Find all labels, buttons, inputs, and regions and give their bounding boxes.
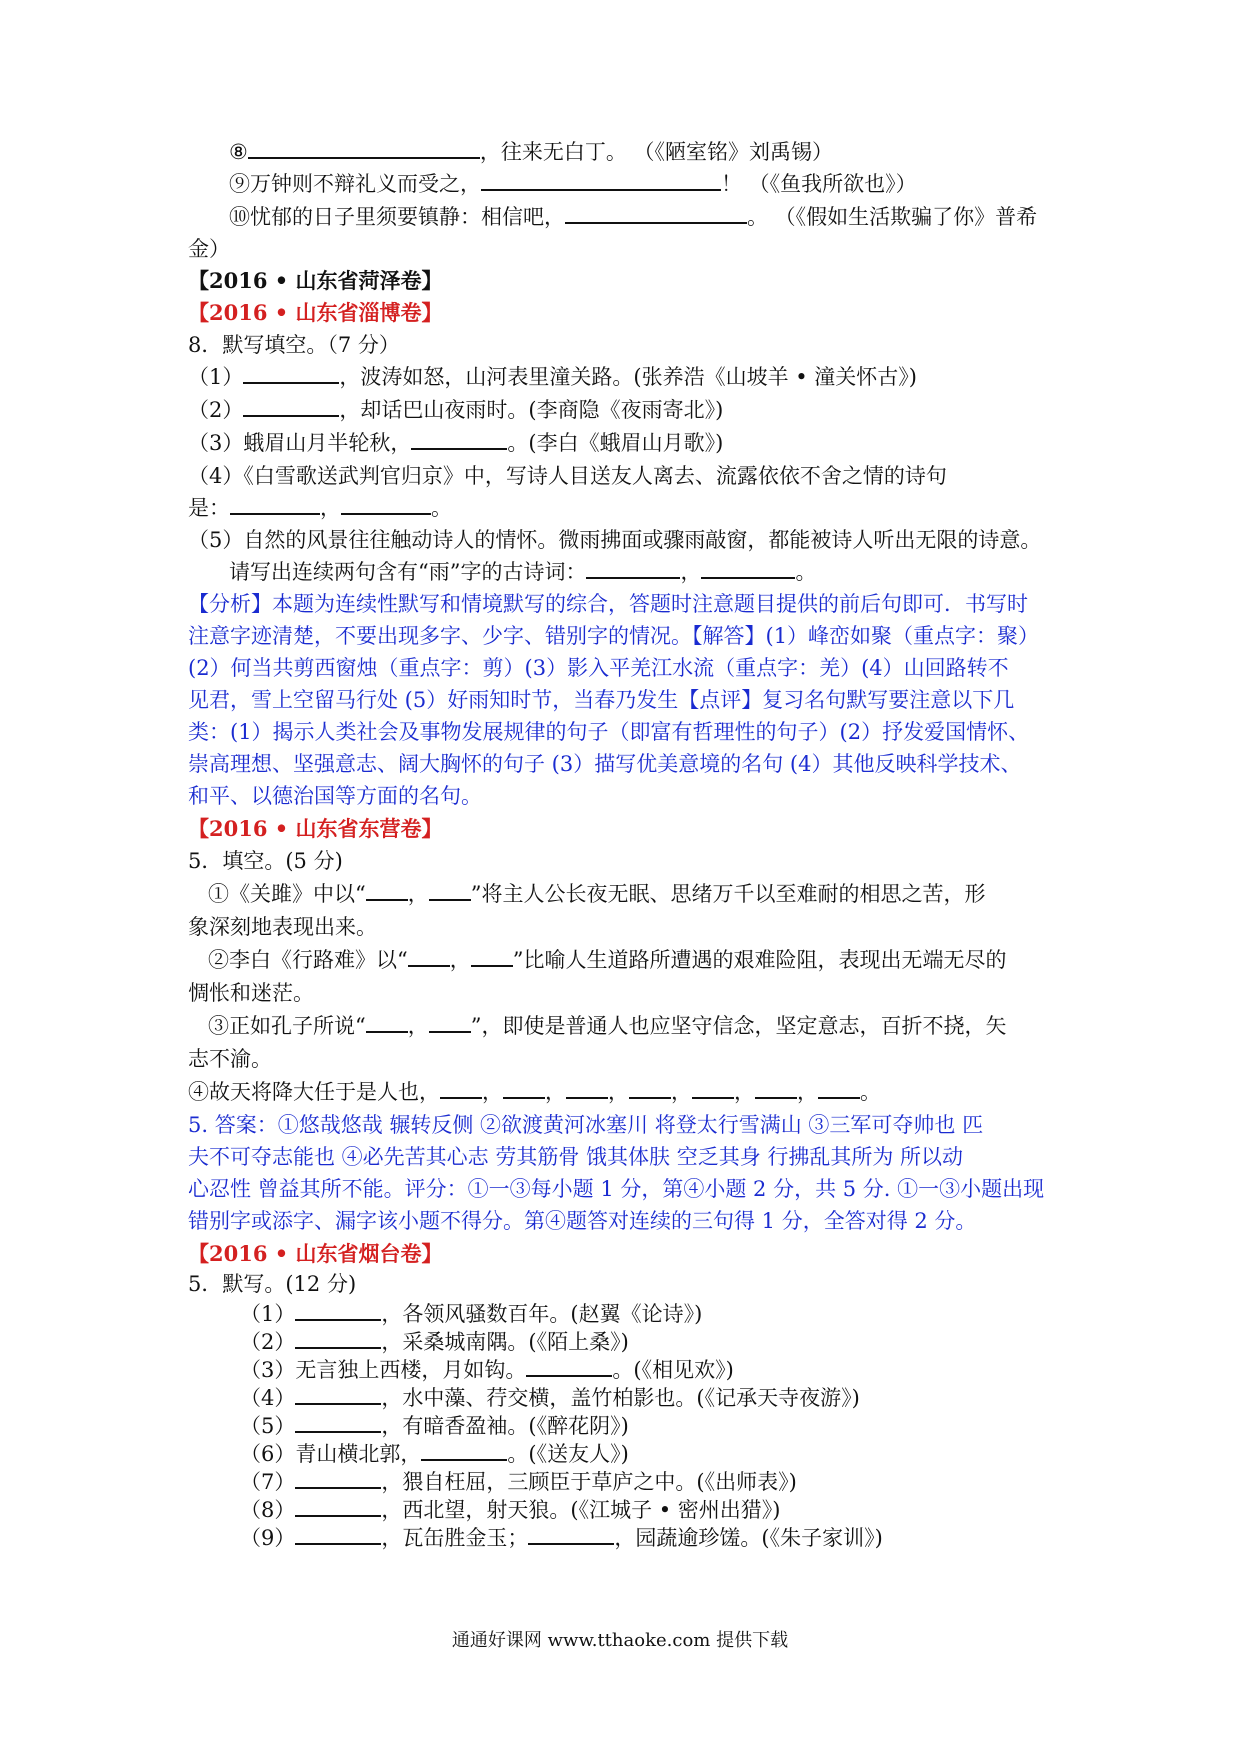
blank (471, 947, 513, 967)
zibo-item-5-cont (229, 558, 816, 586)
item-text: ，采桑城南隅。(《陌上桑》) (381, 1330, 629, 1354)
item-text: ， (680, 560, 702, 584)
section-title-zibo: 【2016 • 山东省淄博卷】 (188, 300, 443, 325)
section-title-heze: 【2016 • 山东省菏泽卷】 (188, 268, 443, 293)
blank (429, 1013, 471, 1033)
item-text: （2） (240, 1330, 296, 1354)
item-text: ，西北望，射天狼。(《江城子 • 密州出猎》) (381, 1498, 781, 1522)
item-text: （4） (240, 1386, 296, 1410)
item-text: ，各领风骚数百年。(赵翼《论诗》) (381, 1302, 703, 1326)
blank (692, 1079, 734, 1099)
blank (421, 1441, 507, 1461)
blank (429, 881, 471, 901)
blank (243, 397, 339, 417)
item-text: 惆怅和迷茫。 (188, 981, 314, 1005)
section-title-dongying: 【2016 • 山东省东营卷】 (188, 816, 443, 841)
item-text: ， (608, 1080, 629, 1104)
item-text: 金） (188, 237, 230, 261)
question-heading: 8．默写填空。（7 分） (188, 333, 400, 357)
dongying-item-3 (208, 1012, 1006, 1040)
item-text: （1） (240, 1302, 296, 1326)
item-text: 。 (860, 1080, 881, 1104)
item-text: ， (734, 1080, 755, 1104)
item-8 (229, 138, 833, 166)
item-text: ， (320, 496, 341, 520)
blank (818, 1079, 860, 1099)
analysis-line: (2）何当共剪西窗烛（重点字：剪）(3）影入平羌江水流（重点字：羌）(4）山回路转不 (188, 656, 1009, 680)
yantai-item-8 (240, 1496, 781, 1524)
item-text: ⑩忧郁的日子里须要镇静：相信吧， (229, 205, 565, 229)
item-text: ②李白《行路难》以“ (208, 948, 408, 972)
item-text: ， (407, 882, 429, 906)
blank (295, 1301, 381, 1321)
item-text: ，往来无白丁。 （《陋室铭》刘禹锡） (479, 140, 834, 164)
item-text: ， (482, 1080, 503, 1104)
item-text: 志不渝。 (188, 1047, 272, 1071)
item-text: ， (545, 1080, 566, 1104)
analysis-line: 注意字迹清楚，不要出现多字、少字、错别字的情况。【解答】(1）峰峦如聚（重点字：聚） (188, 624, 1040, 648)
item-9 (229, 170, 917, 198)
item-text: ⑨万钟则不辩礼义而受之， (229, 172, 481, 196)
item-text: 。(李白《蛾眉山月歌》) (507, 431, 724, 455)
item-text: （8） (240, 1498, 296, 1522)
zibo-item-5: （5）自然的风景往往触动诗人的情怀。微雨拂面或骤雨敲窗，都能被诗人听出无限的诗意。 (188, 528, 1042, 552)
yantai-item-3 (240, 1356, 734, 1384)
item-text: ①《关雎》中以“ (208, 882, 366, 906)
blank (366, 881, 408, 901)
blank (230, 495, 320, 515)
item-text: ，园蔬逾珍馐。(《朱子家训》) (614, 1526, 883, 1550)
item-text: ，水中藻、荇交横，盖竹柏影也。(《记承天寺夜游》) (381, 1386, 860, 1410)
item-text: （9） (240, 1526, 296, 1550)
dongying-item-4 (188, 1078, 881, 1106)
zibo-item-4-cont (188, 494, 452, 522)
analysis-line: 【分析】本题为连续性默写和情境默写的综合，答题时注意题目提供的前后句即可．书写时 (188, 592, 1028, 616)
blank (248, 139, 480, 159)
blank (526, 1357, 612, 1377)
blank (565, 204, 747, 224)
item-text: ， (671, 1080, 692, 1104)
item-text: ，瓦缶胜金玉； (381, 1526, 529, 1550)
blank (341, 495, 431, 515)
item-text: （6）青山横北郭， (240, 1442, 422, 1466)
yantai-item-2 (240, 1328, 629, 1356)
blank (366, 1013, 408, 1033)
answer-line: 夫不可夺志能也 ④必先苦其心志 劳其筋骨 饿其体肤 空乏其身 行拂乱其所为 所以动 (188, 1145, 964, 1169)
item-10 (229, 203, 1037, 231)
item-text: 。 (431, 496, 452, 520)
blank (295, 1525, 381, 1545)
blank (566, 1079, 608, 1099)
item-text: ”比喻人生道路所遭遇的艰难险阻，表现出无端无尽的 (512, 948, 1007, 972)
question-heading: 5．填空。(5 分) (188, 849, 343, 873)
blank (528, 1525, 614, 1545)
blank (411, 430, 507, 450)
page-footer: 通通好课网 www.tthaoke.com 提供下载 (451, 1630, 789, 1651)
zibo-item-2 (188, 396, 723, 424)
zibo-item-1 (188, 363, 917, 391)
answer-line: 错别字或添字、漏字该小题不得分。第④题答对连续的三句得 1 分，全答对得 2 分。 (188, 1209, 977, 1233)
yantai-item-9 (240, 1524, 883, 1552)
blank (295, 1497, 381, 1517)
zibo-item-3 (188, 429, 723, 457)
item-text: ， (407, 1014, 429, 1038)
item-text: ”将主人公长夜无眠、思绪万千以至难耐的相思之苦，形 (470, 882, 986, 906)
item-text: （3）无言独上西楼，月如钩。 (240, 1358, 527, 1382)
blank (440, 1079, 482, 1099)
blank (503, 1079, 545, 1099)
dongying-item-1 (208, 880, 985, 908)
item-text: 请写出连续两句含有“雨”字的古诗词： (229, 560, 587, 584)
item-text: 。(《送友人》) (507, 1442, 629, 1466)
yantai-item-6 (240, 1440, 629, 1468)
blank (295, 1413, 381, 1433)
item-text: 是： (188, 496, 230, 520)
analysis-line: 类：(1）揭示人类社会及事物发展规律的句子（即富有哲理性的句子）(2）抒发爱国情怀、 (188, 720, 1030, 744)
item-text: ， (449, 948, 471, 972)
item-text: ，猥自枉屈，三顾臣于草庐之中。(《出师表》) (381, 1470, 797, 1494)
blank (586, 559, 680, 579)
blank (243, 364, 339, 384)
zibo-item-4: （4）《白雪歌送武判官归京》中，写诗人目送友人离去、流露依依不舍之情的诗句 (188, 464, 947, 488)
item-text: （5） (240, 1414, 296, 1438)
blank (295, 1469, 381, 1489)
yantai-item-7 (240, 1468, 797, 1496)
blank (701, 559, 795, 579)
blank (755, 1079, 797, 1099)
blank (295, 1385, 381, 1405)
item-text: 。(《相见欢》) (612, 1358, 734, 1382)
blank (481, 171, 721, 191)
item-number: ⑧ (229, 140, 248, 164)
item-text: ，有暗香盈袖。(《醉花阴》) (381, 1414, 629, 1438)
item-text: ！ （《鱼我所欲也》） (721, 172, 917, 196)
item-text: ， (797, 1080, 818, 1104)
blank (629, 1079, 671, 1099)
item-text: ，却话巴山夜雨时。(李商隐《夜雨寄北》) (339, 398, 724, 422)
yantai-item-5 (240, 1412, 629, 1440)
answer-line: 心忍性 曾益其所不能。评分：①一③每小题 1 分，第④小题 2 分，共 5 分. ①一③小题出现 (188, 1177, 1045, 1201)
item-text: 。 (795, 560, 817, 584)
item-text: （7） (240, 1470, 296, 1494)
item-text: （2） (188, 398, 244, 422)
item-text: （1） (188, 365, 244, 389)
blank (408, 947, 450, 967)
analysis-line: 和平、以德治国等方面的名句。 (188, 784, 482, 808)
item-text: （3）蛾眉山月半轮秋， (188, 431, 412, 455)
item-text: 象深刻地表现出来。 (188, 915, 377, 939)
section-title-yantai: 【2016 • 山东省烟台卷】 (188, 1241, 443, 1266)
item-text: ③正如孔子所说“ (208, 1014, 366, 1038)
analysis-line: 见君，雪上空留马行处 (5）好雨知时节，当春乃发生【点评】复习名句默写要注意以下几 (188, 688, 1015, 712)
item-text: ④故天将降大任于是人也， (188, 1080, 440, 1104)
question-heading: 5．默写。(12 分) (188, 1272, 357, 1296)
item-text: ，波涛如怒，山河表里潼关路。(张养浩《山坡羊 • 潼关怀古》) (339, 365, 917, 389)
analysis-line: 崇高理想、坚强意志、阔大胸怀的句子 (3）描写优美意境的名句 (4）其他反映科学技术、 (188, 752, 1022, 776)
blank (295, 1329, 381, 1349)
yantai-item-4 (240, 1384, 860, 1412)
answer-line: 5. 答案：①悠哉悠哉 辗转反侧 ②欲渡黄河冰塞川 将登太行雪满山 ③三军可夺帅也 匹 (188, 1113, 984, 1137)
item-text: ”，即使是普通人也应坚守信念，坚定意志，百折不挠，矢 (470, 1014, 1007, 1038)
item-text: 。 （《假如生活欺骗了你》普希 (747, 205, 1038, 229)
dongying-item-2 (208, 946, 1006, 974)
yantai-item-1 (240, 1300, 702, 1328)
